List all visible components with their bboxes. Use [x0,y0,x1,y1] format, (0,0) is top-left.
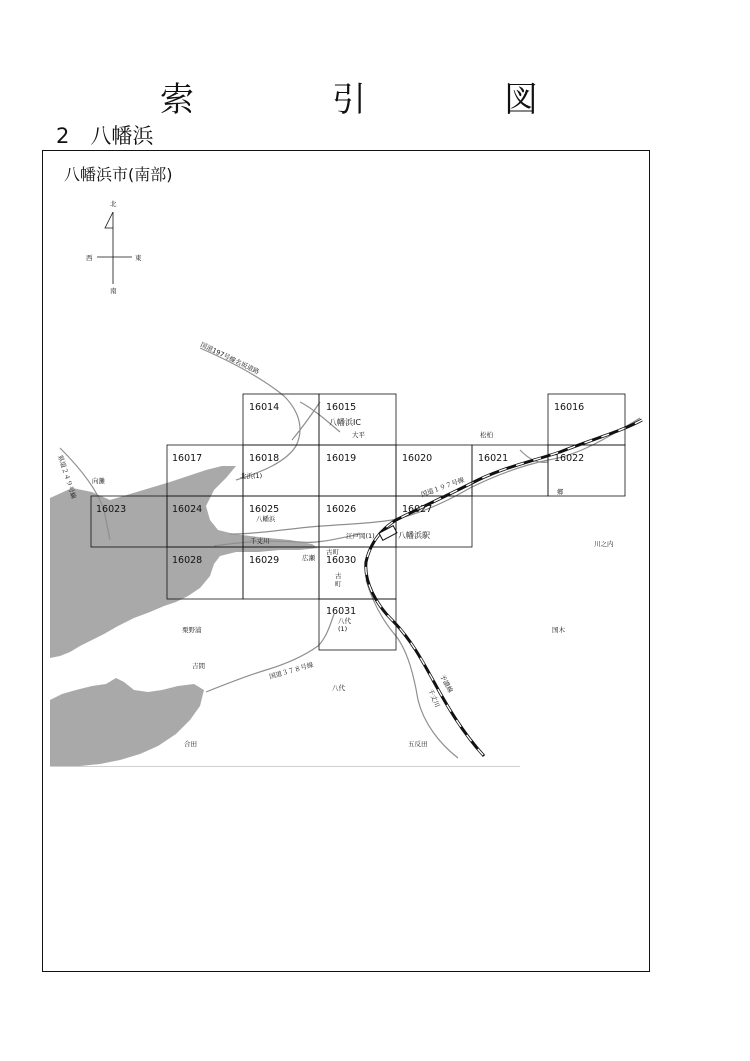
railway-line [366,420,642,756]
grid-cell-16027[interactable]: 16027 [402,504,433,515]
label-route197: 国道１９７号線 [419,475,466,499]
grid-cell-16031[interactable]: 16031 [326,606,357,617]
place-furumachi-2: 町 [335,580,342,588]
compass-west: 西 [86,254,93,262]
place-ooira: 大平 [352,431,365,439]
grid-cell-16019[interactable]: 16019 [326,453,357,464]
station-marker [379,526,397,541]
place-matsukake: 松柏 [480,431,493,439]
label-yawatahama-station: 八幡浜駅 [398,531,430,540]
place-edooka: 江戸岡(1) [346,532,375,540]
grid-cell-16018[interactable]: 16018 [249,453,280,464]
place-hirose: 広瀬 [302,554,315,562]
grid-cell-16015[interactable]: 16015 [326,402,357,413]
label-senjo-gawa: 千丈川 [426,687,442,709]
grid-cell-16017[interactable]: 16017 [172,453,203,464]
grid-cell-16023[interactable]: 16023 [96,504,127,515]
place-yashiro: 八代 [332,684,345,692]
compass-south: 南 [110,287,117,295]
grid-cell-16028[interactable]: 16028 [172,555,203,566]
place-yawatahama-town: 八幡浜 [256,515,276,523]
grid-cell-16026[interactable]: 16026 [326,504,357,515]
place-furumachi-top: 古町 [326,548,339,556]
grid-cell-16030[interactable]: 16030 [326,555,357,566]
label-route197-meisaka: 国道197号線名坂道路 [199,340,261,377]
map-boundary-bottom [50,766,520,767]
place-yashiro-small: 八代 [338,617,351,625]
label-route378: 国道３７８号線 [268,660,315,681]
place-goutai: 合田 [184,740,197,748]
place-gou: 郷 [557,488,564,496]
map-title: 八幡浜市(南部) [64,165,173,184]
place-mukainada: 向灘 [92,477,105,485]
place-gotanda: 五反田 [408,740,428,748]
place-kawanouchi: 川之内 [594,540,614,548]
label-yosan-line: 予讃線 [438,673,455,695]
compass-east: 東 [135,254,142,262]
grid-cell-16029[interactable]: 16029 [249,555,280,566]
grid-cell-16014[interactable]: 16014 [249,402,280,413]
place-kiruma: 吉間 [192,662,205,670]
compass [97,212,132,284]
place-awanoura: 栗野浦 [182,626,202,634]
page-title: 索 引 図 [160,80,590,120]
place-senjo-river: 千丈川 [250,537,270,545]
compass-north: 北 [110,200,117,208]
label-yawatahama-ic: 八幡浜IC [329,418,361,427]
label-pref-road249: 県道２４９号線 [56,454,78,500]
grid-cell-16025[interactable]: 16025 [249,504,280,515]
grid-cell-16022[interactable]: 16022 [554,453,585,464]
place-kunigi: 国木 [552,626,565,634]
grid-cell-16021[interactable]: 16021 [478,453,509,464]
sea-lower [50,678,204,767]
place-kitahama: 北浜(1) [240,472,263,480]
section-name: 八幡浜 [90,124,154,148]
grid-cell-16024[interactable]: 16024 [172,504,203,515]
place-yashiro-small-sub: (1) [338,625,348,633]
section-number: 2 [56,124,70,148]
grid-cell-16016[interactable]: 16016 [554,402,585,413]
place-furumachi-1: 古 [335,572,342,580]
grid-cell-16020[interactable]: 16020 [402,453,433,464]
